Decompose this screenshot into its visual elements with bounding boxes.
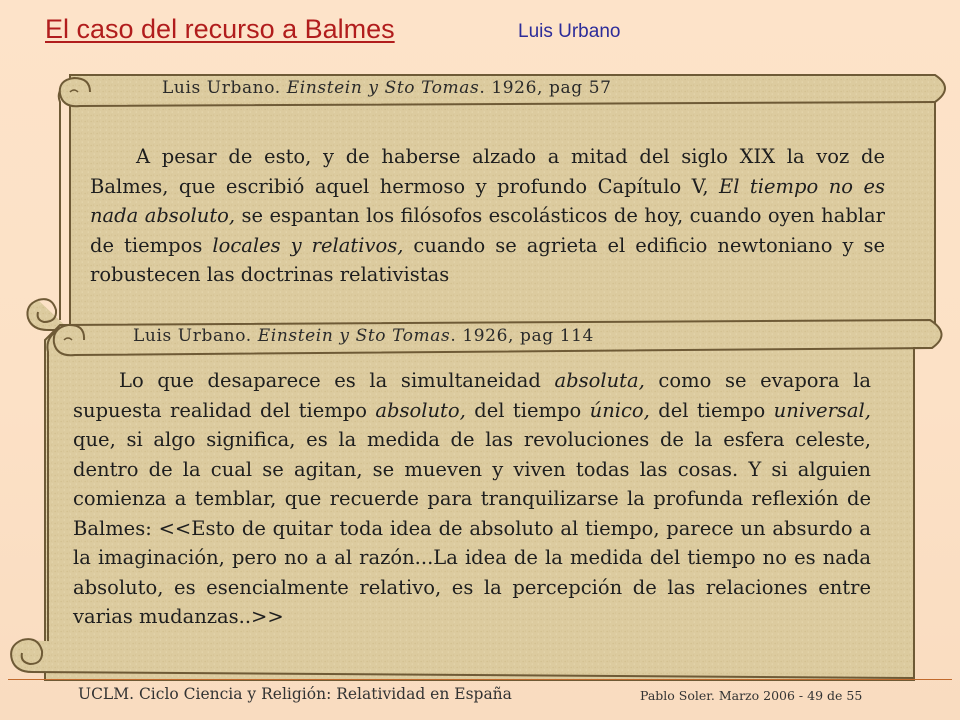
quote-italic: único,	[589, 398, 650, 422]
quote-italic: locales y relativos,	[212, 233, 404, 257]
quote-text: del tiempo	[649, 398, 774, 422]
slide-author: Luis Urbano	[518, 21, 621, 42]
quote-text: del tiempo	[465, 398, 590, 422]
quote-text: que, si algo significa, es la medida de las revoluciones de la esfera celeste, dentro de la cual se agitan, se mueven y viven todas las cosas. Y si alguien comienza a temblar, que recuerde para tranquilizarse la profunda reflexión de Balmes: <<Esto de quitar toda idea de absoluto al tiempo, parece un absurdo a la imaginación, pero no a al razón...La idea de la medida del tiempo no es nada absoluto, es esencialmente relativo, es la percepción de las relaciones entre varias mudanzas..>>	[73, 428, 871, 628]
footer-course: UCLM. Ciclo Ciencia y Religión: Relatividad en España	[78, 685, 512, 703]
scroll-2-source	[133, 326, 594, 346]
scroll-1-quote	[90, 142, 885, 290]
source-suffix: . 1926, pag 57	[479, 78, 612, 98]
source-title: Einstein y Sto Tomas	[257, 326, 451, 346]
scroll-2-quote	[73, 366, 871, 632]
source-suffix: . 1926, pag 114	[450, 326, 594, 346]
quote-text: Lo que desaparece es la simultaneidad	[119, 369, 555, 392]
quote-text: como se evapora la supuesta realidad del tiempo	[73, 369, 871, 422]
quote-text: cuando se agrieta el edificio newtoniano y se robustecen las doctrinas relativistas	[90, 233, 885, 286]
footer-page-info: Pablo Soler. Marzo 2006 - 49 de 55	[640, 688, 863, 703]
quote-italic: El tiempo no es nada absoluto,	[90, 174, 885, 227]
source-prefix: Luis Urbano.	[162, 78, 287, 98]
scroll-1-source	[162, 78, 612, 98]
quote-italic: universal,	[773, 398, 871, 422]
source-title: Einstein y Sto Tomas	[286, 78, 480, 98]
quote-text: se espantan los filósofos escolásticos de hoy, cuando oyen hablar de tiempos	[90, 204, 885, 257]
source-prefix: Luis Urbano.	[133, 326, 258, 346]
slide-title: El caso del recurso a Balmes	[45, 14, 395, 44]
quote-text: A pesar de esto, y de haberse alzado a mitad del siglo XIX la voz de Balmes, que escribió aquel hermoso y profundo Capítulo V,	[90, 145, 885, 198]
quote-italic: absoluto,	[375, 398, 466, 422]
quote-italic: absoluta,	[554, 369, 645, 392]
